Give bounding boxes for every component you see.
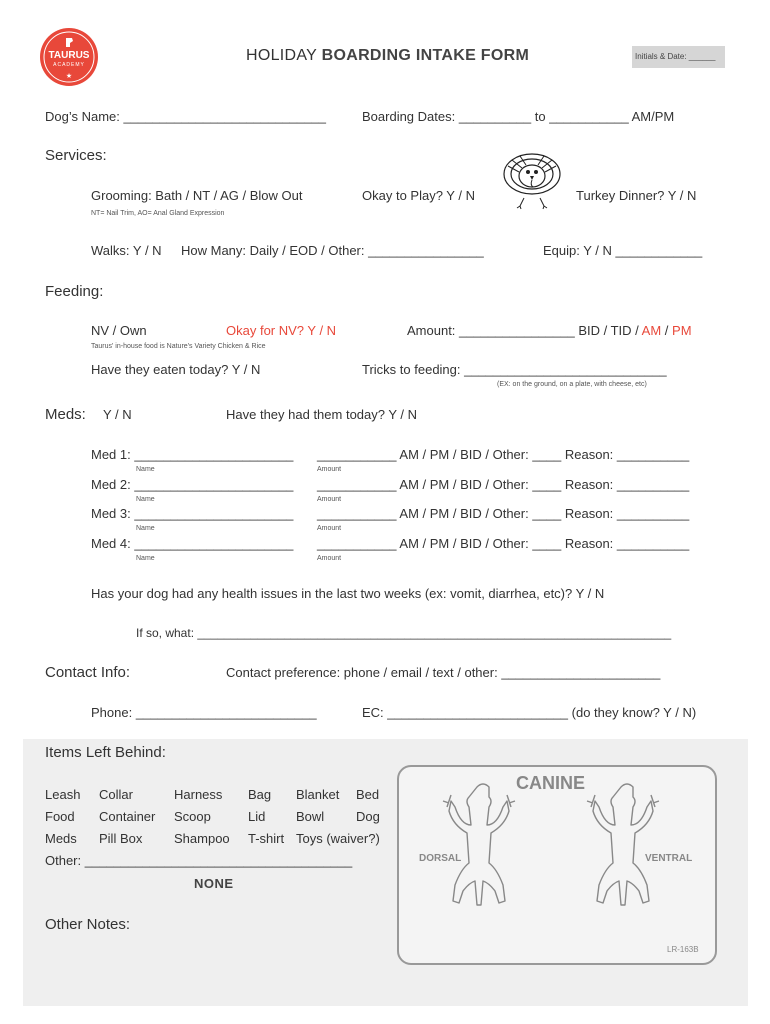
med-3-dose-field[interactable]: ___________ AM / PM / BID / Other: ____ Reason: __________ bbox=[317, 506, 690, 521]
title-light: HOLIDAY bbox=[246, 47, 317, 64]
meds-yn-field[interactable]: Y / N bbox=[103, 407, 132, 422]
services-heading: Services: bbox=[45, 147, 107, 164]
diagram-title: CANINE bbox=[516, 773, 586, 793]
item-container[interactable]: Container bbox=[99, 809, 156, 824]
dog-name-field[interactable]: Dog’s Name: ____________________________ bbox=[45, 109, 326, 124]
med-3-name-field[interactable]: Med 3: ______________________ bbox=[91, 506, 294, 521]
boarding-dates-field[interactable]: Boarding Dates: __________ to ___________ AM/PM bbox=[362, 109, 675, 124]
item-dog[interactable]: Dog bbox=[356, 809, 380, 824]
med-2-dose-field[interactable]: ___________ AM / PM / BID / Other: ____ Reason: __________ bbox=[317, 477, 690, 492]
dog-outlines-icon bbox=[399, 767, 715, 963]
health-details-field[interactable]: If so, what: _______________________________________________________________________ bbox=[136, 626, 672, 640]
item-harness[interactable]: Harness bbox=[174, 787, 223, 802]
eaten-today-field[interactable]: Have they eaten today? Y / N bbox=[91, 362, 261, 377]
phone-field[interactable]: Phone: _________________________ bbox=[91, 705, 317, 720]
item-collar[interactable]: Collar bbox=[99, 787, 133, 802]
pm-option: PM bbox=[672, 323, 692, 338]
taurus-logo bbox=[40, 28, 98, 86]
nv-own-field[interactable]: NV / Own bbox=[91, 323, 147, 338]
svg-text:★: ★ bbox=[65, 72, 73, 80]
logo-subtext: ACADEMY bbox=[53, 62, 85, 68]
feeding-heading: Feeding: bbox=[45, 283, 104, 300]
item-food[interactable]: Food bbox=[45, 809, 75, 824]
title-bold: BOARDING INTAKE FORM bbox=[321, 47, 530, 64]
med-1-amount-caption: Amount bbox=[317, 466, 342, 473]
med-4-amount-caption: Amount bbox=[317, 555, 342, 562]
grooming-note: NT= Nail Trim, AO= Anal Gland Expression bbox=[91, 210, 225, 217]
med-1-name-field[interactable]: Med 1: ______________________ bbox=[91, 447, 294, 462]
none-option[interactable]: NONE bbox=[194, 876, 234, 891]
meds-had-today-field[interactable]: Have they had them today? Y / N bbox=[226, 407, 418, 422]
page-title bbox=[246, 47, 529, 65]
item-bag[interactable]: Bag bbox=[248, 787, 272, 802]
turkey-icon bbox=[500, 152, 564, 212]
item-toys[interactable]: Toys (waiver?) bbox=[296, 831, 380, 846]
nv-note: Taurus' in-house food is Nature's Variety Chicken & Rice bbox=[91, 343, 266, 350]
walks-field[interactable]: Walks: Y / N bbox=[91, 243, 162, 258]
med-3-name-caption: Name bbox=[136, 525, 155, 532]
item-lid[interactable]: Lid bbox=[248, 809, 266, 824]
meds-heading: Meds: bbox=[45, 406, 86, 423]
item-shampoo[interactable]: Shampoo bbox=[174, 831, 230, 846]
walks-how-many-field[interactable]: How Many: Daily / EOD / Other: ________________ bbox=[181, 243, 484, 258]
canine-diagram bbox=[397, 765, 717, 965]
amount-text: Amount: ________________ BID / TID / bbox=[407, 323, 639, 338]
contact-preference-field[interactable]: Contact preference: phone / email / text / other: ______________________ bbox=[226, 665, 661, 680]
okay-to-play-field[interactable]: Okay to Play? Y / N bbox=[362, 188, 475, 203]
tricks-note: (EX: on the ground, on a plate, with cheese, etc) bbox=[497, 381, 647, 388]
med-4-name-field[interactable]: Med 4: ______________________ bbox=[91, 536, 294, 551]
grooming-field[interactable]: Grooming: Bath / NT / AG / Blow Out bbox=[91, 188, 303, 203]
items-heading: Items Left Behind: bbox=[45, 744, 166, 761]
item-scoop[interactable]: Scoop bbox=[174, 809, 211, 824]
med-3-amount-caption: Amount bbox=[317, 525, 342, 532]
am-pm-slash: / bbox=[664, 323, 669, 338]
items-other-field[interactable]: Other: _____________________________________ bbox=[45, 853, 353, 868]
dorsal-label: DORSAL bbox=[419, 853, 462, 864]
med-2-name-field[interactable]: Med 2: ______________________ bbox=[91, 477, 294, 492]
turkey-dinner-field[interactable]: Turkey Dinner? Y / N bbox=[576, 188, 697, 203]
med-2-amount-caption: Amount bbox=[317, 496, 342, 503]
med-2-name-caption: Name bbox=[136, 496, 155, 503]
diagram-code: LR-163B bbox=[667, 945, 699, 954]
initials-date-box[interactable]: Initials & Date: ______ bbox=[632, 46, 725, 68]
med-4-dose-field[interactable]: ___________ AM / PM / BID / Other: ____ Reason: __________ bbox=[317, 536, 690, 551]
item-blanket[interactable]: Blanket bbox=[296, 787, 340, 802]
item-bowl[interactable]: Bowl bbox=[296, 809, 325, 824]
item-pill-box[interactable]: Pill Box bbox=[99, 831, 143, 846]
am-option: AM bbox=[641, 323, 662, 338]
other-notes-label: Other Notes: bbox=[45, 916, 131, 933]
med-4-name-caption: Name bbox=[136, 555, 155, 562]
tricks-feeding-field[interactable]: Tricks to feeding: ____________________________ bbox=[362, 362, 667, 377]
item-bed[interactable]: Bed bbox=[356, 787, 380, 802]
item-leash[interactable]: Leash bbox=[45, 787, 81, 802]
health-issues-field[interactable]: Has your dog had any health issues in the last two weeks (ex: vomit, diarrhea, etc)? Y / N bbox=[91, 586, 605, 601]
emergency-contact-field[interactable]: EC: _________________________ (do they know? Y / N) bbox=[362, 705, 697, 720]
item-meds[interactable]: Meds bbox=[45, 831, 77, 846]
okay-nv-field[interactable]: Okay for NV? Y / N bbox=[226, 323, 337, 338]
equip-field[interactable]: Equip: Y / N ____________ bbox=[543, 243, 703, 258]
feeding-amount-field[interactable] bbox=[407, 323, 692, 338]
med-1-dose-field[interactable]: ___________ AM / PM / BID / Other: ____ Reason: __________ bbox=[317, 447, 690, 462]
item-tshirt[interactable]: T-shirt bbox=[248, 831, 285, 846]
med-1-name-caption: Name bbox=[136, 466, 155, 473]
logo-text: TAURUS bbox=[48, 50, 90, 61]
contact-heading: Contact Info: bbox=[45, 664, 131, 681]
ventral-label: VENTRAL bbox=[645, 853, 693, 864]
